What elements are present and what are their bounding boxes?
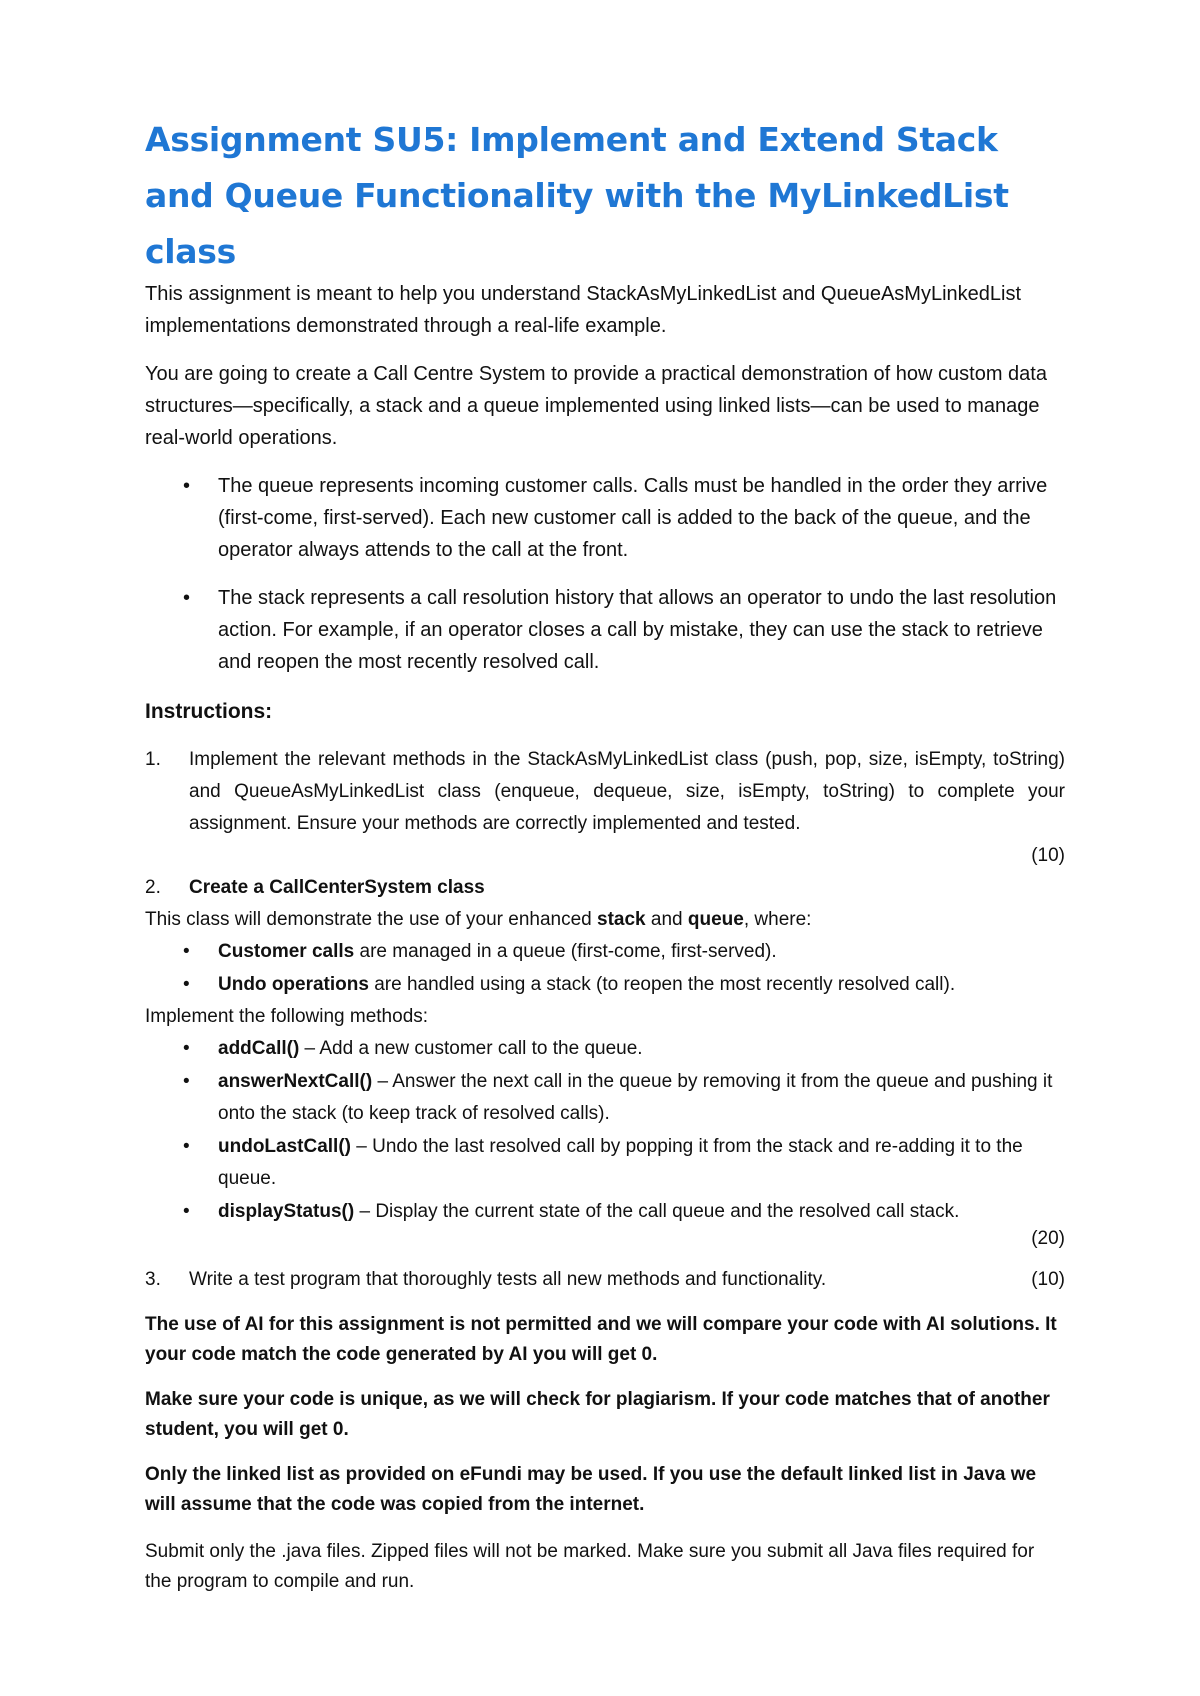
list-item: [145, 1033, 1065, 1066]
bullet-icon: •: [183, 1038, 190, 1059]
method-bullet-list: [145, 1033, 1065, 1228]
item-number: 3.: [145, 1269, 161, 1290]
bullet-icon: •: [183, 1135, 190, 1157]
method-name: undoLastCall(): [218, 1135, 351, 1157]
list-item: [145, 582, 1065, 678]
bullet-icon: •: [183, 1200, 190, 1222]
usage-text: are handled using a stack (to reopen the most recently resolved call).: [368, 973, 956, 995]
method-name: answerNextCall(): [218, 1070, 373, 1092]
document-title: Assignment SU5: Implement and Extend Stack and Queue Functionality with the MyLinkedList class: [145, 120, 1009, 271]
item-2-heading: Create a CallCenterSystem class: [189, 877, 485, 898]
instruction-item-2: [145, 872, 1065, 904]
stack-concept-text: The stack represents a call resolution history that allows an operator to undo the last resolution action. For example, if an operator closes a call by mistake, they can use the stack to retrieve and reopen the most recently resolved call.: [218, 587, 1057, 673]
usage-bullet-list: [145, 936, 1065, 1001]
item-2-desc-stack: stack: [597, 909, 646, 930]
item-number: 2.: [145, 877, 161, 898]
item-2-desc-text: , where:: [743, 909, 812, 930]
bullet-icon: •: [183, 941, 190, 962]
usage-term: Customer calls: [218, 941, 355, 962]
item-2-description: [145, 904, 1065, 936]
submission-note: Submit only the .java files. Zipped files will not be marked. Make sure you submit all Java files required for the program to compile and run.: [145, 1541, 1035, 1592]
item-3-marks: (10): [1031, 1269, 1065, 1290]
method-desc: – Display the current state of the call queue and the resolved call stack.: [354, 1200, 960, 1222]
list-item: [145, 969, 1065, 1002]
method-desc: – Answer the next call in the queue by removing it from the queue and pushing it onto the stack (to keep track of resolved calls).: [218, 1070, 1053, 1124]
item-2-desc-text: and: [645, 909, 688, 930]
item-1-marks: (10): [1031, 845, 1065, 866]
usage-term: Undo operations: [218, 973, 369, 995]
instructions-heading: Instructions:: [145, 700, 273, 723]
item-1-text: Implement the relevant methods in the StackAsMyLinkedList class (push, pop, size, isEmpty, toString) and QueueAsMyLinkedList class (enqueue, dequeue, size, isEmpty, toString) to complete your assignment. Ensure your methods are correctly implemented and tested.: [189, 749, 1065, 834]
queue-concept-text: The queue represents incoming customer calls. Calls must be handled in the order they arrive (first-come, first-served). Each new customer call is added to the back of the queue, and the operator always attends to the call at the front.: [218, 475, 1048, 561]
list-item: [145, 1066, 1065, 1131]
list-item: [145, 1131, 1065, 1196]
method-name: displayStatus(): [218, 1200, 355, 1222]
item-number: 1.: [145, 749, 161, 770]
instruction-item-3: [145, 1264, 1065, 1296]
intro-paragraph-1: This assignment is meant to help you understand StackAsMyLinkedList and QueueAsMyLinkedList implementations demonstrated through a real-life example.: [145, 283, 1022, 337]
method-name: addCall(): [218, 1038, 300, 1059]
item-3-text: Write a test program that thoroughly tests all new methods and functionality.: [189, 1269, 827, 1290]
bullet-icon: •: [183, 1070, 190, 1092]
list-item: [145, 936, 1065, 969]
list-item: [145, 1196, 1065, 1229]
method-desc: – Add a new customer call to the queue.: [299, 1038, 643, 1059]
bullet-icon: •: [183, 587, 191, 609]
usage-text: are managed in a queue (first-come, first-served).: [354, 941, 777, 962]
plagiarism-warning: Make sure your code is unique, as we will check for plagiarism. If your code matches that of another student, you will get 0.: [145, 1389, 1050, 1440]
linked-list-warning: Only the linked list as provided on eFundi may be used. If you use the default linked list in Java we will assume that the code was copied from the internet.: [145, 1464, 1037, 1515]
intro-paragraph-2: You are going to create a Call Centre System to provide a practical demonstration of how custom data structures—specifically, a stack and a queue implemented using linked lists—can be used to manage real-world operations.: [145, 363, 1047, 449]
bullet-icon: •: [183, 475, 191, 497]
item-2-marks: (20): [1031, 1228, 1065, 1249]
bullet-icon: •: [183, 973, 190, 995]
instruction-item-1: [145, 744, 1065, 840]
implement-label: Implement the following methods:: [145, 1006, 429, 1027]
method-desc: – Undo the last resolved call by popping it from the stack and re-adding it to the queue.: [218, 1135, 1023, 1189]
item-2-desc-queue: queue: [687, 909, 744, 930]
item-2-desc-text: This class will demonstrate the use of your enhanced: [145, 909, 598, 930]
ai-warning: The use of AI for this assignment is not permitted and we will compare your code with AI solutions. It your code match the code generated by AI you will get 0.: [145, 1314, 1057, 1365]
list-item: [145, 470, 1065, 566]
concept-bullet-list: [145, 470, 1065, 678]
